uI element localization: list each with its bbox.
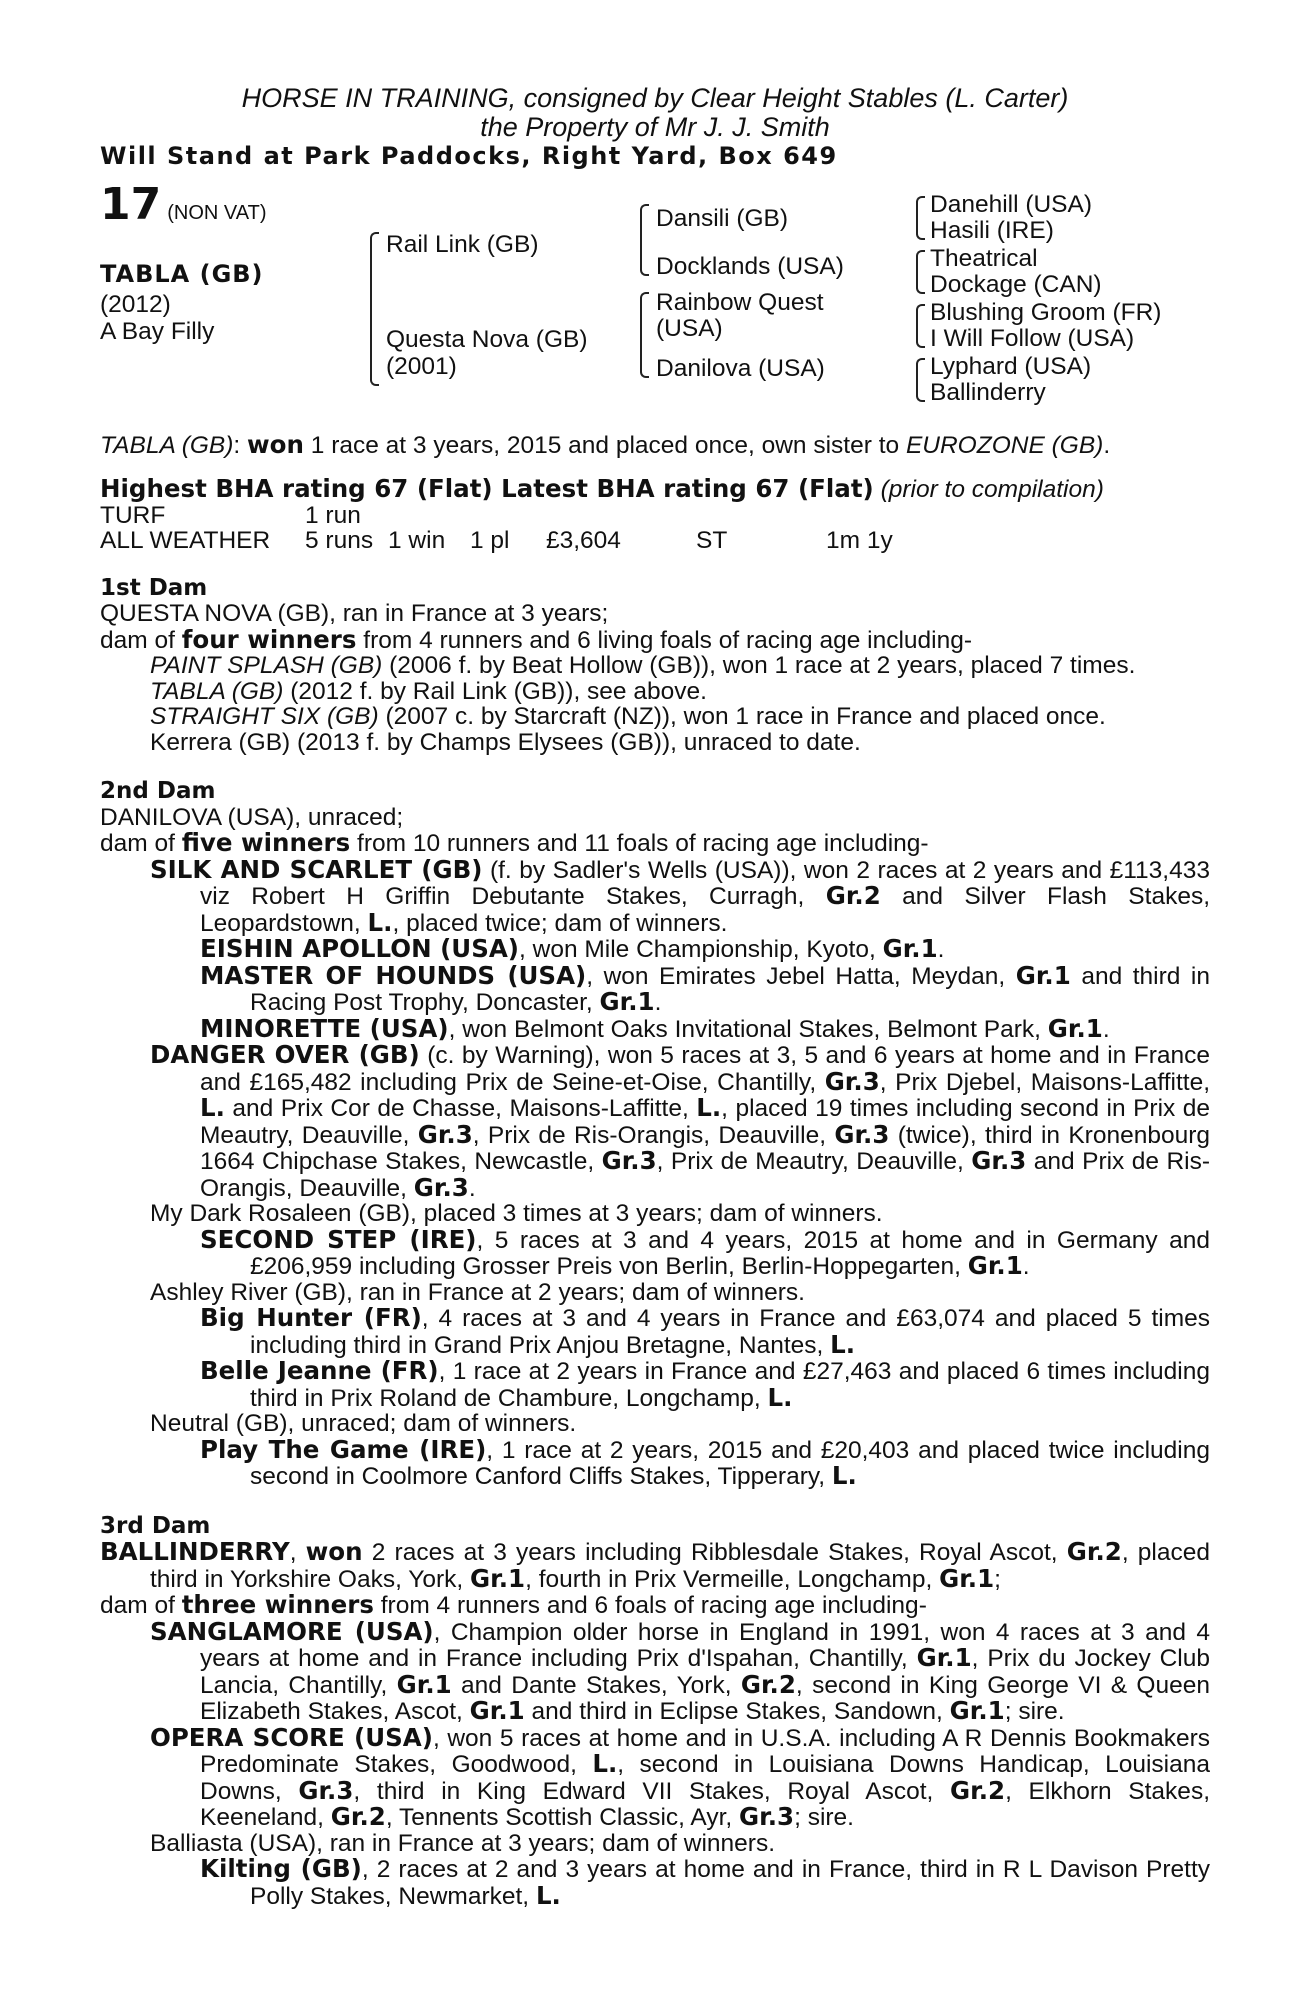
produce-item: Play The Game (IRE), 1 race at 2 years, 2015 and £20,403 and placed twice including second in Coolmore Canford Cliffs Stakes, Tipperary, L. [200, 1434, 1210, 1490]
turf-row: TURF 1 run [100, 501, 361, 529]
ssd: Hasili (IRE) [930, 216, 1054, 244]
produce-item: MASTER OF HOUNDS (USA), won Emirates Jebel Hatta, Meydan, Gr.1 and third in Racing Post Trophy, Doncaster, Gr.1. [200, 960, 1210, 1016]
dam-year: (2001) [386, 352, 457, 380]
third-dam-produce: dam of three winners from 4 runners and 6 foals of racing age including- [100, 1590, 927, 1619]
produce-item: TABLA (GB) (2012 f. by Rail Link (GB)), see above. [150, 677, 707, 705]
produce-item: PAINT SPLASH (GB) (2006 f. by Beat Hollow (GB)), won 1 race at 2 years, placed 7 times. [150, 652, 1136, 679]
produce-item: Belle Jeanne (FR), 1 race at 2 years in France and £27,463 and placed 6 times including third in Prix Roland de Chambure, Longchamp, L. [200, 1356, 1210, 1412]
property-line: the Property of Mr J. J. Smith [480, 112, 830, 142]
produce-item: SECOND STEP (IRE), 5 races at 3 and 4 years, 2015 at home and in Germany and £206,959 including Grosser Preis von Berlin, Berlin-Hoppegarten, Gr.1. [200, 1224, 1210, 1280]
produce-item: Balliasta (USA), ran in France at 3 years; dam of winners. [150, 1829, 776, 1857]
third-dam-intro: BALLINDERRY, won 2 races at 3 years including Ribblesdale Stakes, Royal Ascot, Gr.2, placed third in Yorkshire Oaks, York, Gr.1, fourth in Prix Vermeille, Longchamp, Gr.1; [100, 1537, 1210, 1593]
brace [370, 232, 379, 386]
sss: Danehill (USA) [930, 190, 1093, 218]
produce-item: SILK AND SCARLET (GB) (f. by Sadler's Wells (USA)), won 2 races at 2 years and £113,433 viz Robert H Griffin Debutante Stakes, Curragh, Gr.2 and Silver Flash Stakes, Leopardstown, L., placed twice; dam of winners. [150, 854, 1210, 937]
stand-line: Will Stand at Park Paddocks, Right Yard, Box 649 [100, 142, 838, 170]
dam-sire: Rainbow Quest [656, 288, 824, 316]
ratings: Highest BHA rating 67 (Flat) Latest BHA rating 67 (Flat) (prior to compilation) TURF 1 run ALL WEATHER 5 runs 1 win 1 pl £3,604 ST 1m 1y [100, 476, 1210, 554]
horse-name: TABLA (GB) [100, 259, 264, 288]
brace [916, 358, 925, 402]
first-dam-intro: QUESTA NOVA (GB), ran in France at 3 years; [100, 600, 609, 627]
produce-item: Big Hunter (FR), 4 races at 3 and 4 years in France and £63,074 and placed 5 times including third in Grand Prix Anjou Bretagne, Nantes, L. [200, 1303, 1210, 1359]
sire-dam: Docklands (USA) [656, 252, 844, 280]
produce-item: Ashley River (GB), ran in France at 2 years; dam of winners. [150, 1278, 805, 1306]
pedigree-table [100, 178, 1210, 432]
sdd: Dockage (CAN) [930, 270, 1102, 298]
sire: Rail Link (GB) [386, 230, 539, 258]
consignor-line: HORSE IN TRAINING, consigned by Clear Height Stables (L. Carter) [241, 83, 1069, 113]
brace [640, 292, 649, 378]
second-dam-intro: DANILOVA (USA), unraced; [100, 803, 404, 831]
lot-number: 17 (NON VAT) [100, 178, 267, 230]
dam-sire-cont: (USA) [656, 314, 723, 342]
produce-item: MINORETTE (USA), won Belmont Oaks Invitational Stakes, Belmont Park, Gr.1. [200, 1013, 1110, 1043]
produce-item: DANGER OVER (GB) (c. by Warning), won 5 races at 3, 5 and 6 years at home and in France and £165,482 including Prix de Seine-et-Oise, Chantilly, Gr.3, Prix Djebel, Maisons-Laffitte, L. and Prix Cor de Chasse, Maisons-Laffitte, L., placed 19 times including second in Prix de Meautry, Deauville, Gr.3, Prix de Ris-Orangis, Deauville, Gr.3 (twice), third in Kronenbourg 1664 Chipchase Stakes, Newcastle, Gr.3, Prix de Meautry, Deauville, Gr.3 and Prix de Ris-Orangis, Deauville, Gr.3. [150, 1040, 1211, 1202]
produce-item: STRAIGHT SIX (GB) (2007 c. by Starcraft (NZ)), won 1 race in France and placed once. [150, 703, 1106, 730]
sds: Theatrical [930, 244, 1038, 272]
dsd: I Will Follow (USA) [930, 324, 1135, 352]
produce-item: OPERA SCORE (USA), won 5 races at home and in U.S.A. including A R Dennis Bookmakers Predominate Stakes, Goodwood, L., second in Louisiana Downs Handicap, Louisiana Downs, Gr.3, third in King Edward VII Stakes, Royal Ascot, Gr.2, Elkhorn Stakes, Keeneland, Gr.2, Tennents Scottish Classic, Ayr, Gr.3; sire. [150, 1722, 1211, 1831]
produce-item: EISHIN APOLLON (USA), won Mile Championship, Kyoto, Gr.1. [200, 934, 945, 963]
dam: Questa Nova (GB) [386, 325, 588, 353]
horse-description: A Bay Filly [100, 317, 215, 345]
produce-item: Kerrera (GB) (2013 f. by Champs Elysees (GB)), unraced to date. [150, 728, 861, 756]
sire-sire: Dansili (GB) [656, 204, 789, 232]
produce-item: My Dark Rosaleen (GB), placed 3 times at 3 years; dam of winners. [150, 1200, 883, 1227]
produce-item: Neutral (GB), unraced; dam of winners. [150, 1410, 577, 1437]
brace [916, 304, 925, 348]
brace [916, 250, 925, 294]
dam-dam: Danilova (USA) [656, 354, 825, 382]
aw-row: ALL WEATHER 5 runs 1 win 1 pl £3,604 ST 1m 1y [100, 527, 893, 554]
brace [640, 204, 649, 276]
first-dam-produce: dam of four winners from 4 runners and 6 living foals of racing age including- [100, 624, 973, 654]
race-summary: TABLA (GB): won 1 race at 3 years, 2015 and placed once, own sister to EUROZONE (GB). [100, 429, 1111, 459]
dds: Lyphard (USA) [930, 352, 1092, 380]
catalogue-page [100, 84, 1210, 1909]
ddd: Ballinderry [930, 378, 1046, 406]
produce-item: SANGLAMORE (USA), Champion older horse in England in 1991, won 4 races at 3 and 4 years at home and in France including Prix d'Ispahan, Chantilly, Gr.1, Prix du Jockey Club Lancia, Chantilly, Gr.1 and Dante Stakes, York, Gr.2, second in King George VI & Queen Elizabeth Stakes, Ascot, Gr.1 and third in Eclipse Stakes, Sandown, Gr.1; sire. [150, 1616, 1210, 1725]
first-dam-heading: 1st Dam [100, 574, 208, 601]
horse-year: (2012) [100, 290, 171, 318]
third-dam-heading: 3rd Dam [100, 1512, 211, 1539]
produce-item: Kilting (GB), 2 races at 2 and 3 years at home and in France, third in R L Davison Pretty Polly Stakes, Newmarket, L. [200, 1854, 1211, 1910]
second-dam-produce: dam of five winners from 10 runners and 11 foals of racing age including- [100, 828, 929, 857]
brace [916, 196, 925, 240]
dss: Blushing Groom (FR) [930, 298, 1162, 326]
second-dam-heading: 2nd Dam [100, 778, 216, 804]
